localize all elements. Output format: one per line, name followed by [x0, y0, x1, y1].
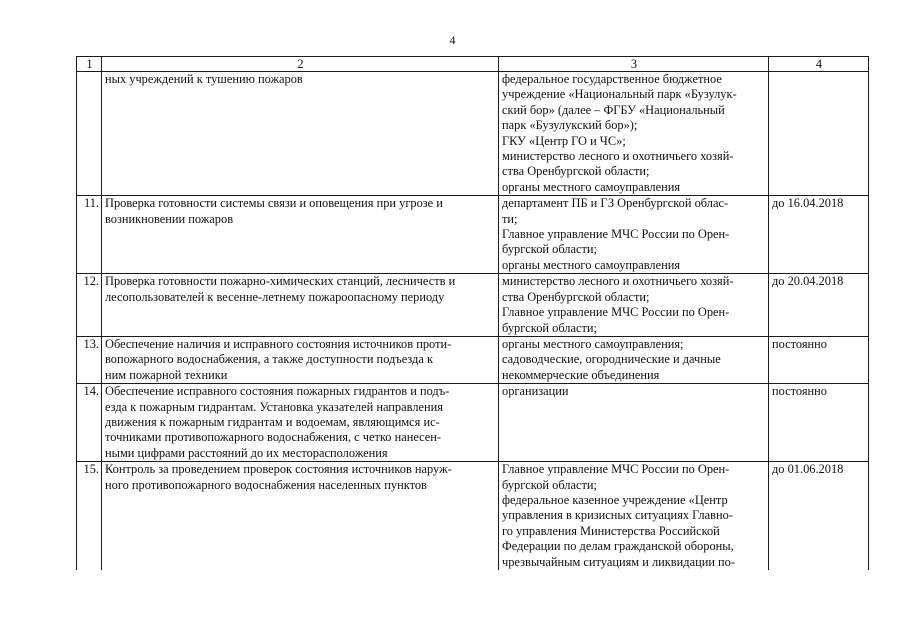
- task-text-line: езда к пожарным гидрантам. Установка указателей направления: [105, 399, 443, 414]
- table-row: [77, 196, 869, 274]
- task-text-line: Проверка готовности системы связи и оповещения при угрозе и: [105, 196, 443, 211]
- row-number: 13.: [77, 336, 102, 383]
- task-text: [102, 274, 499, 337]
- executors-text-line: учреждение «Национальный парк «Бузулук-: [502, 87, 737, 102]
- table-header-row: [77, 57, 869, 72]
- executors-text-line: некоммерческие объединения: [502, 367, 660, 382]
- deadline-text: постоянно: [769, 336, 869, 383]
- task-text-line: Проверка готовности пожарно-химических станций, лесничеств и: [105, 274, 456, 289]
- executors-text-line: садоводческие, огороднические и дачные: [502, 352, 721, 367]
- executors-text-line: федеральное государственное бюджетное: [502, 72, 722, 86]
- row-number: 11.: [77, 196, 102, 274]
- deadline-text: [769, 72, 869, 196]
- table-row: [77, 384, 869, 462]
- task-text-line: ных учреждений к тушению пожаров: [105, 72, 303, 86]
- task-text-line: ными цифрами расстояний до их месторасположения: [105, 445, 388, 460]
- table-row: [77, 336, 869, 383]
- executors-text-line: Главное управление МЧС России по Орен-: [502, 227, 730, 242]
- task-text: [102, 384, 499, 462]
- column-header-task: 2: [102, 57, 499, 72]
- task-text-line: ного противопожарного водоснабжения населенных пунктов: [105, 477, 427, 492]
- executors-text: [499, 384, 769, 462]
- task-text-line: ним пожарной техники: [105, 367, 228, 382]
- executors-text-line: го управления Министерства Российской: [502, 523, 720, 538]
- column-header-deadline: 4: [769, 57, 869, 72]
- deadline-text: до 20.04.2018: [769, 274, 869, 337]
- executors-text: [499, 462, 769, 570]
- executors-text-line: организации: [502, 384, 569, 399]
- page-number: 4: [449, 33, 456, 47]
- executors-text-line: ский бор» (далее – ФГБУ «Национальный: [502, 102, 725, 117]
- task-text: [102, 196, 499, 274]
- executors-text-line: департамент ПБ и ГЗ Оренбургской облас-: [502, 196, 729, 211]
- task-text: [102, 336, 499, 383]
- row-number: 12.: [77, 274, 102, 337]
- executors-text-line: ства Оренбургской области;: [502, 164, 650, 179]
- executors-text-line: ства Оренбургской области;: [502, 289, 650, 304]
- task-text: [102, 72, 499, 196]
- executors-text-line: чрезвычайным ситуациям и ликвидации по-: [502, 554, 736, 569]
- column-header-number: 1: [77, 57, 102, 72]
- task-text-line: движения к пожарным гидрантам и водоемам, являющимся ис-: [105, 414, 440, 429]
- deadline-text: до 01.06.2018: [769, 462, 869, 570]
- executors-text-line: министерство лесного и охотничьего хозяй-: [502, 274, 734, 289]
- executors-text-line: Главное управление МЧС России по Орен-: [502, 462, 730, 477]
- task-text-line: лесопользователей к весенне-летнему пожароопасному периоду: [105, 289, 445, 304]
- executors-text-line: органы местного самоуправления: [502, 257, 681, 272]
- executors-text-line: бургской области;: [502, 320, 597, 335]
- executors-text-line: федеральное казенное учреждение «Центр: [502, 492, 728, 507]
- deadline-text: до 16.04.2018: [769, 196, 869, 274]
- executors-text: [499, 274, 769, 337]
- executors-text-line: ГКУ «Центр ГО и ЧС»;: [502, 133, 626, 148]
- executors-text-line: министерство лесного и охотничьего хозяй-: [502, 149, 734, 164]
- executors-text-line: органы местного самоуправления;: [502, 336, 684, 351]
- row-number: [77, 72, 102, 196]
- executors-text-line: бургской области;: [502, 477, 597, 492]
- task-text-line: Обеспечение исправного состояния пожарных гидрантов и подъ-: [105, 384, 450, 399]
- row-number: 14.: [77, 384, 102, 462]
- row-number: 15.: [77, 462, 102, 570]
- executors-text-line: Федерации по делам гражданской обороны,: [502, 539, 734, 554]
- executors-text-line: управления в кризисных ситуациях Главно-: [502, 508, 733, 523]
- column-header-executors: 3: [499, 57, 769, 72]
- table-row: [77, 72, 869, 196]
- executors-text: [499, 72, 769, 196]
- executors-text-line: парк «Бузулукский бор»);: [502, 118, 638, 133]
- table-row: [77, 462, 869, 570]
- measures-table: [76, 56, 869, 570]
- task-text-line: Обеспечение наличия и исправного состояния источников проти-: [105, 336, 452, 351]
- task-text-line: возникновении пожаров: [105, 211, 234, 226]
- executors-text-line: органы местного самоуправления: [502, 179, 681, 194]
- executors-text-line: ти;: [502, 211, 518, 226]
- executors-text: [499, 196, 769, 274]
- task-text-line: Контроль за проведением проверок состояния источников наруж-: [105, 462, 452, 477]
- executors-text: [499, 336, 769, 383]
- executors-text-line: бургской области;: [502, 242, 597, 257]
- task-text-line: вопожарного водоснабжения, а также доступности подъезда к: [105, 352, 433, 367]
- deadline-text: постоянно: [769, 384, 869, 462]
- executors-text-line: Главное управление МЧС России по Орен-: [502, 305, 730, 320]
- task-text-line: точниками противопожарного водоснабжения, с четко нанесен-: [105, 430, 442, 445]
- task-text: [102, 462, 499, 570]
- table-row: [77, 274, 869, 337]
